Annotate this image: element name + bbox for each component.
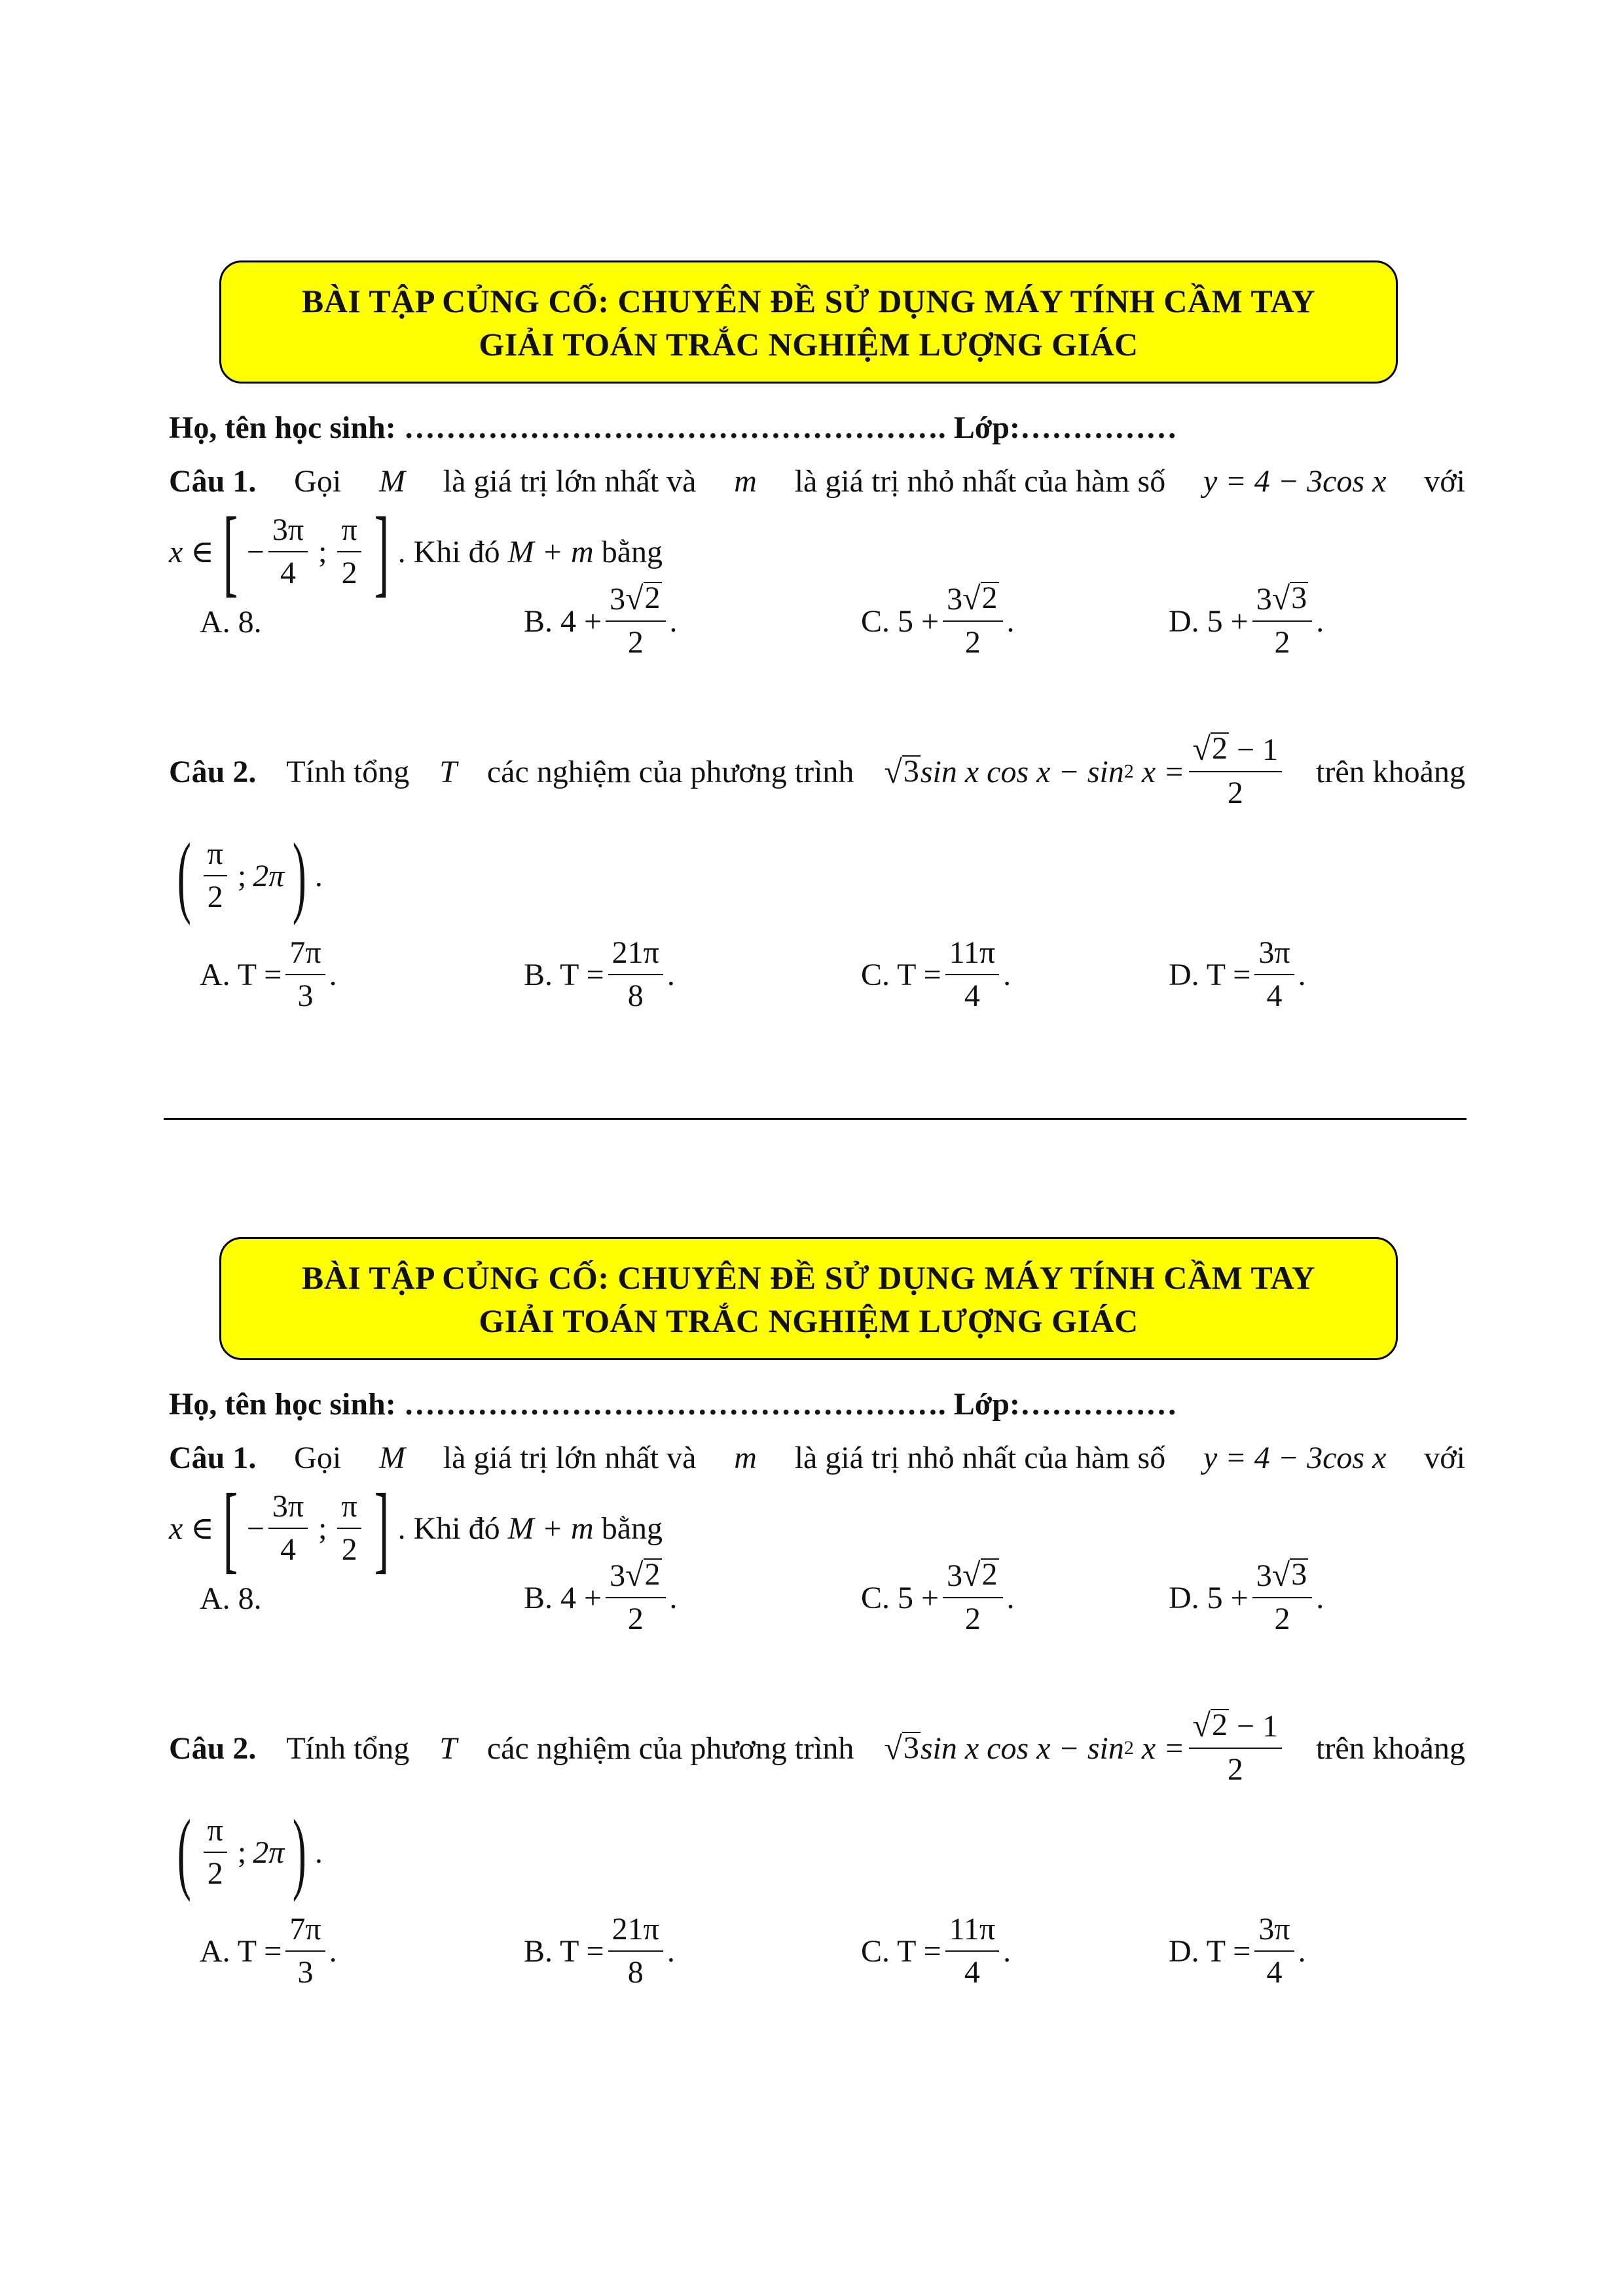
interval-separator: ; bbox=[318, 534, 327, 569]
radicand: 2 bbox=[1212, 1708, 1228, 1742]
fraction-numerator: 3π bbox=[1258, 935, 1290, 970]
fraction-numerator: 21π bbox=[611, 935, 659, 970]
fraction-denominator: 2 bbox=[207, 1856, 223, 1891]
radicand: 3 bbox=[1291, 1557, 1307, 1592]
q2-option-d bbox=[1169, 1911, 1306, 1991]
q1-option-b bbox=[524, 1558, 678, 1638]
fraction-numerator: 3π bbox=[272, 1489, 304, 1524]
option-fraction bbox=[1254, 935, 1294, 1014]
fraction-denominator: 4 bbox=[1266, 978, 1283, 1013]
radicand: 3 bbox=[903, 754, 919, 789]
period: . bbox=[1316, 1580, 1324, 1615]
question-1-line-1 bbox=[169, 1440, 1465, 1476]
fraction-denominator: 2 bbox=[1227, 776, 1243, 810]
q2-text: trên khoảng bbox=[1316, 1731, 1465, 1766]
q2-option-c bbox=[861, 935, 1011, 1014]
fraction-denominator: 2 bbox=[1274, 625, 1290, 660]
fraction-denominator: 4 bbox=[280, 1532, 296, 1567]
fraction-numerator: 7π bbox=[289, 1912, 321, 1946]
var-T: T bbox=[439, 1731, 457, 1766]
q1-option-a bbox=[200, 1581, 262, 1617]
q1-option-a bbox=[200, 604, 262, 640]
q1-option-b bbox=[524, 581, 678, 661]
period: . bbox=[666, 957, 675, 992]
period: . bbox=[1298, 957, 1306, 992]
q2-option-d bbox=[1169, 935, 1306, 1014]
option-fraction: 3 √ 2 2 bbox=[606, 581, 665, 661]
fraction-numerator: π bbox=[341, 1489, 357, 1524]
fraction-denominator: 8 bbox=[627, 978, 644, 1013]
fraction-denominator: 4 bbox=[964, 978, 980, 1013]
title-line-2: GIẢI TOÁN TRẮC NGHIỆM LƯỢNG GIÁC bbox=[479, 326, 1139, 363]
function-expression: y = 4 − 3cos x bbox=[1203, 464, 1387, 499]
equation: √ 3 sin x cos x − sin 2 x = √ 2 − 1 2 bbox=[884, 732, 1286, 812]
fraction-denominator: 4 bbox=[280, 556, 296, 590]
fraction-denominator: 4 bbox=[1266, 1955, 1283, 1990]
interval-lower-fraction bbox=[204, 836, 227, 916]
period: . bbox=[669, 603, 678, 639]
period: . bbox=[1316, 603, 1324, 639]
fraction-denominator: 2 bbox=[627, 625, 644, 660]
q2-option-a bbox=[200, 1911, 337, 1991]
q2-text: các nghiệm của phương trình bbox=[486, 1731, 854, 1766]
fraction-denominator: 2 bbox=[964, 625, 981, 660]
fraction-denominator: 4 bbox=[964, 1955, 980, 1990]
var-M: M bbox=[378, 464, 405, 499]
fraction-denominator: 3 bbox=[297, 1955, 314, 1990]
fraction-denominator: 3 bbox=[297, 978, 314, 1013]
q2-text: Tính tổng bbox=[286, 754, 410, 789]
coefficient: 3 bbox=[1256, 582, 1272, 617]
sum-expression: M + m bbox=[507, 1511, 594, 1546]
q1-text: là giá trị nhỏ nhất của hàm số bbox=[794, 1441, 1166, 1475]
title-banner bbox=[219, 1237, 1398, 1360]
fraction-upper-bound bbox=[337, 512, 361, 592]
fraction-numerator: 7π bbox=[289, 935, 321, 970]
period: . bbox=[329, 1933, 337, 1969]
right-paren: ) bbox=[293, 1801, 307, 1903]
equation: √ 3 sin x cos x − sin 2 x = √ 2 − 1 2 bbox=[884, 1708, 1286, 1788]
question-2-line-1 bbox=[169, 1708, 1465, 1788]
option-fraction bbox=[608, 935, 663, 1014]
title-banner bbox=[219, 260, 1398, 384]
interval-lower-fraction bbox=[204, 1812, 227, 1892]
interval-upper: 2π bbox=[253, 858, 285, 893]
student-name-line: Họ, tên học sinh: ……………………………………………. Lớp:…………… bbox=[169, 410, 1177, 445]
numerator-tail: − 1 bbox=[1229, 1709, 1279, 1744]
radicand: 3 bbox=[1291, 581, 1307, 615]
student-name-line: Họ, tên học sinh: ……………………………………………. Lớp:…………… bbox=[169, 1387, 1177, 1422]
minus-sign: − bbox=[246, 1511, 264, 1546]
period: . bbox=[314, 1835, 323, 1870]
q1-text: với bbox=[1424, 464, 1465, 499]
q1-option-d bbox=[1169, 1558, 1324, 1638]
fraction-numerator: 11π bbox=[949, 935, 996, 970]
fraction-denominator: 2 bbox=[207, 880, 223, 914]
q1-option-c bbox=[861, 581, 1015, 661]
fraction-numerator: π bbox=[207, 836, 223, 871]
q1-option-c bbox=[861, 1558, 1015, 1638]
fraction-numerator: 3π bbox=[1258, 1912, 1290, 1946]
coefficient: 3 bbox=[610, 1558, 626, 1593]
title-line-2: GIẢI TOÁN TRẮC NGHIỆM LƯỢNG GIÁC bbox=[479, 1302, 1139, 1339]
q1-text: Gọi bbox=[294, 464, 342, 499]
exercise-block-top bbox=[0, 260, 1623, 1046]
fraction-numerator: π bbox=[207, 1813, 223, 1848]
fraction-lower-bound bbox=[268, 1488, 308, 1568]
question-2-line-2 bbox=[169, 1801, 1465, 1903]
var-m: m bbox=[734, 464, 757, 499]
fraction-denominator: 2 bbox=[964, 1602, 981, 1636]
coefficient: 3 bbox=[947, 582, 963, 617]
equation-end: x = bbox=[1141, 1731, 1185, 1766]
radicand: 2 bbox=[981, 581, 998, 615]
left-paren: ( bbox=[177, 825, 191, 926]
fraction-denominator: 2 bbox=[1227, 1752, 1243, 1787]
radicand: 2 bbox=[644, 1557, 661, 1592]
equation-rhs-fraction: √ 2 − 1 2 bbox=[1189, 732, 1283, 812]
option-fraction bbox=[945, 1911, 999, 1991]
q2-text: các nghiệm của phương trình bbox=[486, 754, 854, 789]
left-bracket: [ bbox=[223, 497, 238, 606]
title-line-1: BÀI TẬP CỦNG CỐ: CHUYÊN ĐỀ SỬ DỤNG MÁY TÍNH CẦM TAY bbox=[301, 1259, 1316, 1296]
fraction-denominator: 2 bbox=[1274, 1602, 1290, 1636]
left-paren: ( bbox=[177, 1801, 191, 1903]
q1-text: là giá trị lớn nhất và bbox=[443, 1441, 697, 1475]
q2-option-b bbox=[524, 1911, 675, 1991]
fraction-numerator: 11π bbox=[949, 1912, 996, 1946]
q2-option-a bbox=[200, 935, 337, 1014]
option-text: A. 8. bbox=[200, 1581, 262, 1616]
domain-prefix: x ∈ bbox=[169, 1511, 214, 1546]
radicand: 2 bbox=[1212, 731, 1228, 766]
option-fraction bbox=[608, 1911, 663, 1991]
q2-option-c bbox=[861, 1911, 1011, 1991]
var-m: m bbox=[734, 1441, 757, 1475]
sum-expression: M + m bbox=[507, 534, 594, 569]
fraction-denominator: 8 bbox=[627, 1955, 644, 1990]
option-text: A. 8. bbox=[200, 605, 262, 639]
option-fraction: 3 √ 3 2 bbox=[1252, 581, 1312, 661]
period: . bbox=[1298, 1933, 1306, 1969]
fraction-upper-bound bbox=[337, 1488, 361, 1568]
var-T: T bbox=[439, 754, 457, 789]
option-fraction bbox=[285, 935, 325, 1014]
radicand: 2 bbox=[644, 581, 661, 615]
question-1-label: Câu 1. bbox=[169, 1441, 257, 1475]
exponent: 2 bbox=[1123, 761, 1134, 782]
period: . bbox=[666, 1933, 675, 1969]
option-prefix: B. T = bbox=[524, 1933, 604, 1969]
interval-upper: 2π bbox=[253, 1835, 285, 1870]
fraction-denominator: 2 bbox=[341, 1532, 357, 1567]
option-prefix: B. T = bbox=[524, 957, 604, 992]
period: . bbox=[1006, 603, 1015, 639]
period: . bbox=[1003, 957, 1012, 992]
coefficient: 3 bbox=[1256, 1558, 1272, 1593]
question-2-line-2 bbox=[169, 825, 1465, 926]
q1-text: . Khi đó bbox=[397, 1511, 500, 1546]
period: . bbox=[1003, 1933, 1012, 1969]
numerator-tail: − 1 bbox=[1229, 732, 1279, 767]
option-prefix: C. T = bbox=[861, 1933, 941, 1969]
option-fraction bbox=[945, 935, 999, 1014]
option-fraction: 3 √ 2 2 bbox=[943, 581, 1002, 661]
option-prefix: D. T = bbox=[1169, 1933, 1251, 1969]
option-prefix: D. 5 + bbox=[1169, 1580, 1249, 1615]
radicand: 3 bbox=[903, 1731, 919, 1765]
option-prefix: C. 5 + bbox=[861, 1580, 939, 1615]
equation-end: x = bbox=[1141, 754, 1185, 789]
var-M: M bbox=[378, 1441, 405, 1475]
domain-prefix: x ∈ bbox=[169, 535, 214, 569]
question-1-label: Câu 1. bbox=[169, 464, 257, 499]
q1-text: . Khi đó bbox=[397, 534, 500, 569]
option-prefix: D. T = bbox=[1169, 957, 1251, 992]
option-prefix: B. 4 + bbox=[524, 1580, 602, 1615]
q1-text: với bbox=[1424, 1441, 1465, 1475]
question-2-label: Câu 2. bbox=[169, 754, 257, 789]
equation-rhs-fraction: √ 2 − 1 2 bbox=[1189, 1708, 1283, 1788]
q1-text: bằng bbox=[601, 534, 663, 569]
fraction-lower-bound bbox=[268, 512, 308, 592]
interval-separator: ; bbox=[318, 1511, 327, 1546]
q1-option-d bbox=[1169, 581, 1324, 661]
exercise-block-bottom bbox=[0, 1237, 1623, 2022]
option-fraction: 3 √ 2 2 bbox=[943, 1558, 1002, 1638]
fraction-denominator: 2 bbox=[341, 556, 357, 590]
period: . bbox=[329, 957, 337, 992]
interval-separator: ; bbox=[237, 1835, 247, 1870]
fraction-numerator: 3π bbox=[272, 512, 304, 547]
function-expression: y = 4 − 3cos x bbox=[1203, 1441, 1387, 1475]
period: . bbox=[669, 1580, 678, 1615]
fraction-numerator: π bbox=[341, 512, 357, 547]
interval-separator: ; bbox=[237, 858, 247, 893]
right-paren: ) bbox=[293, 825, 307, 926]
question-1-line-1 bbox=[169, 463, 1465, 499]
question-2-line-1 bbox=[169, 732, 1465, 812]
coefficient: 3 bbox=[947, 1558, 963, 1593]
option-prefix: C. T = bbox=[861, 957, 941, 992]
exponent: 2 bbox=[1123, 1737, 1134, 1759]
divider-line bbox=[164, 1118, 1467, 1120]
q2-text: trên khoảng bbox=[1316, 754, 1465, 789]
option-fraction bbox=[285, 1911, 325, 1991]
equation-middle: sin x cos x − sin bbox=[920, 1731, 1124, 1766]
radicand: 2 bbox=[981, 1557, 998, 1592]
option-prefix: A. T = bbox=[200, 957, 282, 992]
q1-text: bằng bbox=[601, 1511, 663, 1546]
question-2-label: Câu 2. bbox=[169, 1731, 257, 1766]
q1-text: Gọi bbox=[294, 1441, 342, 1475]
option-fraction bbox=[1254, 1911, 1294, 1991]
q2-text: Tính tổng bbox=[286, 1731, 410, 1766]
period: . bbox=[1006, 1580, 1015, 1615]
fraction-denominator: 2 bbox=[627, 1602, 644, 1636]
coefficient: 3 bbox=[610, 582, 626, 617]
q2-option-b bbox=[524, 935, 675, 1014]
title-line-1: BÀI TẬP CỦNG CỐ: CHUYÊN ĐỀ SỬ DỤNG MÁY TÍNH CẦM TAY bbox=[301, 283, 1316, 319]
option-fraction: 3 √ 3 2 bbox=[1252, 1558, 1312, 1638]
option-prefix: C. 5 + bbox=[861, 603, 939, 639]
right-bracket: ] bbox=[374, 1474, 389, 1583]
option-prefix: B. 4 + bbox=[524, 603, 602, 639]
q1-text: là giá trị lớn nhất và bbox=[443, 464, 697, 499]
option-fraction: 3 √ 2 2 bbox=[606, 1558, 665, 1638]
q1-text: là giá trị nhỏ nhất của hàm số bbox=[794, 464, 1166, 499]
left-bracket: [ bbox=[223, 1474, 238, 1583]
period: . bbox=[314, 858, 323, 893]
minus-sign: − bbox=[246, 534, 264, 569]
right-bracket: ] bbox=[374, 497, 389, 606]
fraction-numerator: 21π bbox=[611, 1912, 659, 1946]
equation-middle: sin x cos x − sin bbox=[920, 754, 1124, 789]
option-prefix: A. T = bbox=[200, 1933, 282, 1969]
option-prefix: D. 5 + bbox=[1169, 603, 1249, 639]
